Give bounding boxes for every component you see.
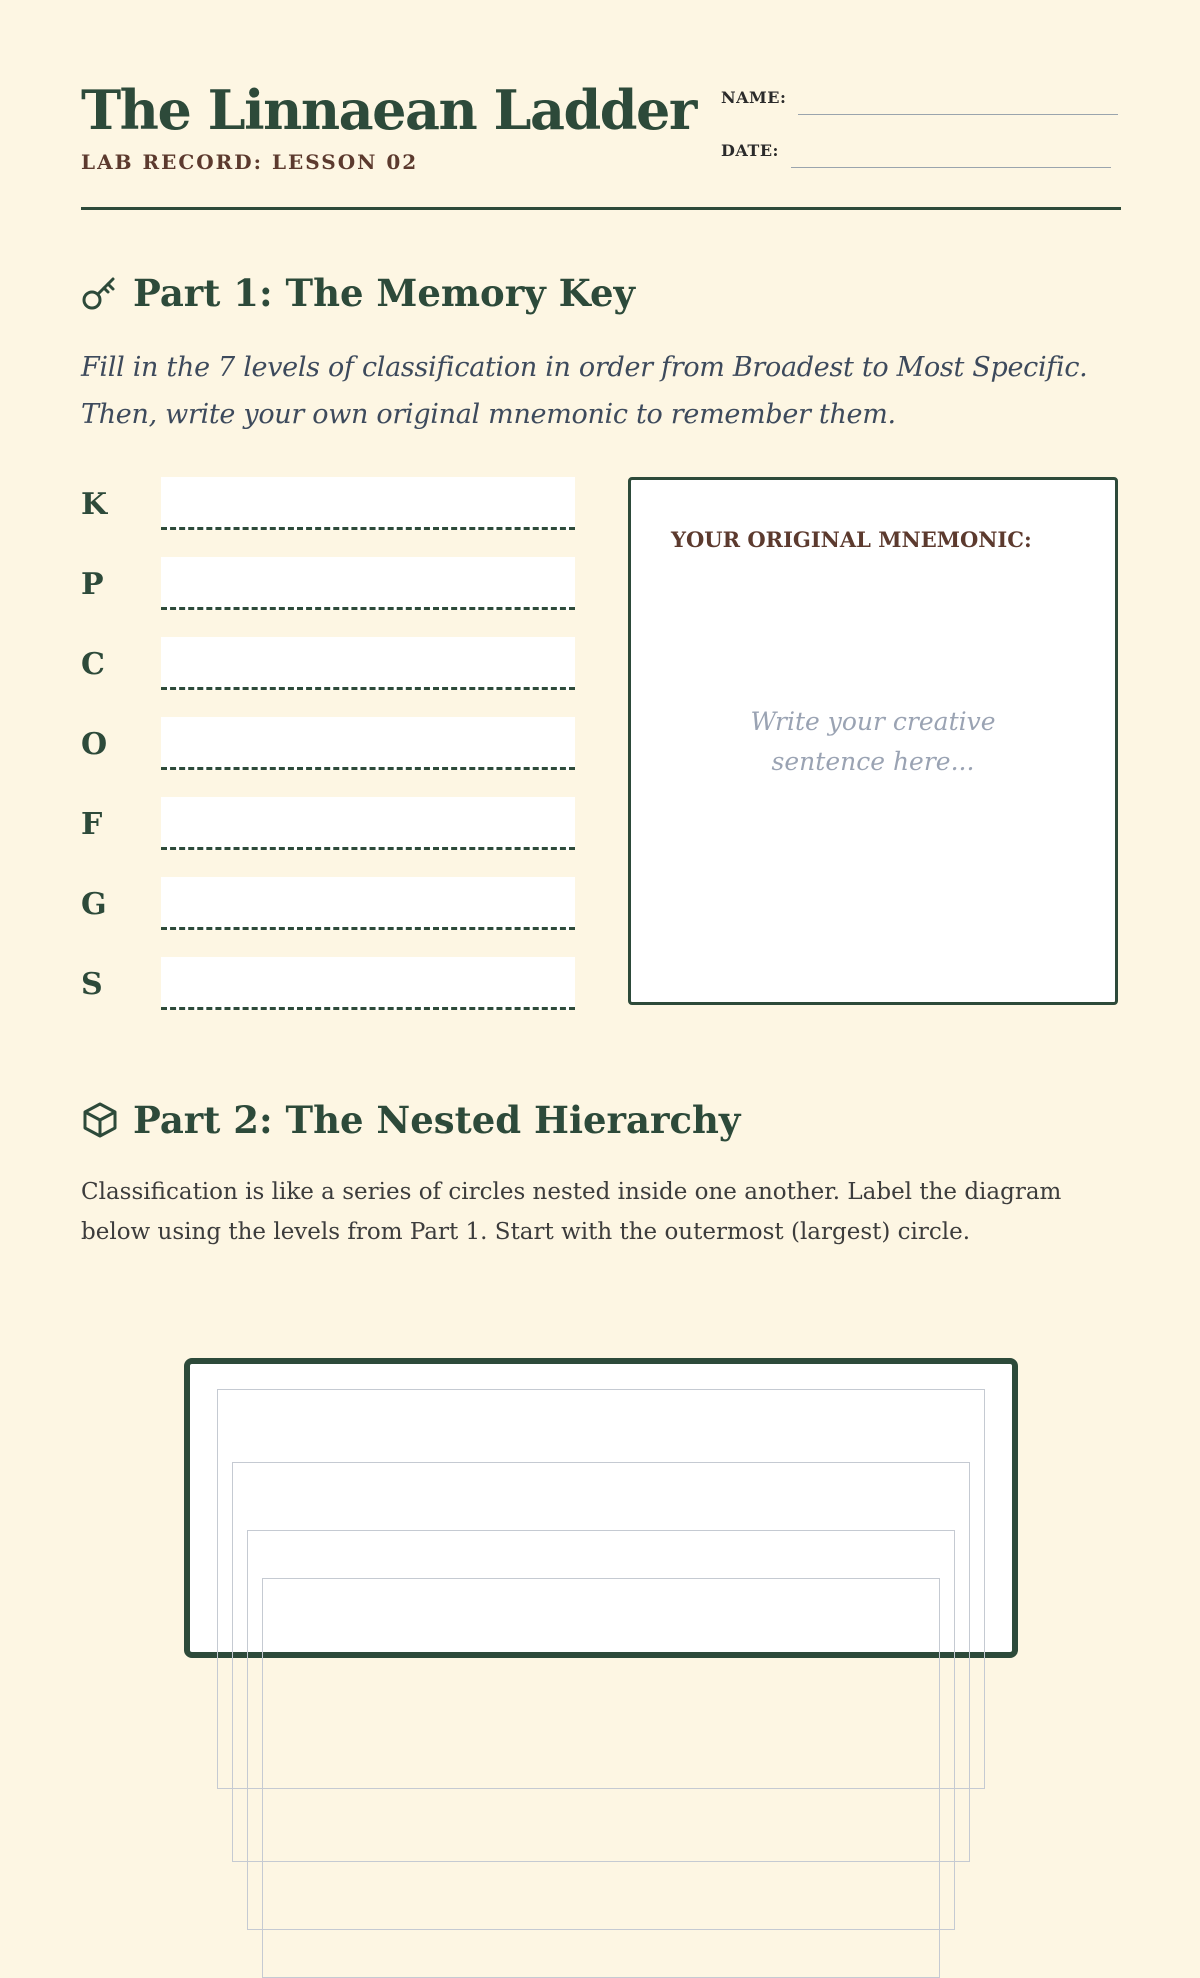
part2-heading (81, 1098, 740, 1142)
ladder-letter: P (81, 567, 104, 602)
ladder-input-phylum[interactable] (161, 557, 575, 610)
ladder-letter: O (81, 727, 108, 762)
lesson-subtitle: LAB RECORD: LESSON 02 (81, 150, 419, 174)
key-icon (81, 274, 119, 312)
ladder-row-kingdom (81, 477, 575, 531)
ladder-input-order[interactable] (161, 717, 575, 770)
ladder-input-genus[interactable] (161, 877, 575, 930)
worksheet-page (81, 0, 1121, 1600)
mnemonic-box[interactable] (628, 477, 1118, 1005)
ladder-letter: S (81, 967, 103, 1002)
part1-heading (81, 271, 635, 315)
date-label: DATE: (721, 141, 779, 160)
ladder-input-species[interactable] (161, 957, 575, 1010)
page-title: The Linnaean Ladder (81, 78, 696, 142)
ladder-input-class[interactable] (161, 637, 575, 690)
name-label: NAME: (721, 88, 787, 107)
ladder-letter: C (81, 647, 105, 682)
ladder-row-species (81, 957, 575, 1011)
ladder-letter: G (81, 887, 107, 922)
name-row (721, 88, 1118, 107)
ladder-letter: F (81, 807, 103, 842)
part2-title: Part 2: The Nested Hierarchy (133, 1098, 741, 1142)
ladder-letter: K (81, 487, 108, 522)
cube-icon (81, 1101, 119, 1139)
ladder-row-phylum (81, 557, 575, 611)
ladder-input-family[interactable] (161, 797, 575, 850)
header-divider (81, 207, 1121, 210)
ladder-row-class (81, 637, 575, 691)
part2-instructions: Classification is like a series of circles nested inside one another. Label the diagram below using the levels from Part 1. Start with the outermost (largest) circle. (81, 1179, 1062, 1245)
mnemonic-label: YOUR ORIGINAL MNEMONIC: (671, 527, 1032, 552)
date-field[interactable] (791, 166, 1111, 168)
nested-hierarchy-diagram (184, 1358, 1018, 1658)
ladder-input-kingdom[interactable] (161, 477, 575, 530)
ladder-row-genus (81, 877, 575, 931)
part1-instructions: Fill in the 7 levels of classification in order from Broadest to Most Specific. Then, write your own original mnemonic to remember them. (81, 352, 1088, 430)
ladder-row-family (81, 797, 575, 851)
name-field[interactable] (798, 113, 1118, 115)
date-row (721, 141, 1111, 160)
mnemonic-placeholder: Write your creative sentence here... (750, 707, 996, 776)
part1-title: Part 1: The Memory Key (133, 271, 635, 315)
ladder-row-order (81, 717, 575, 771)
nest-level-4[interactable] (262, 1578, 940, 1978)
